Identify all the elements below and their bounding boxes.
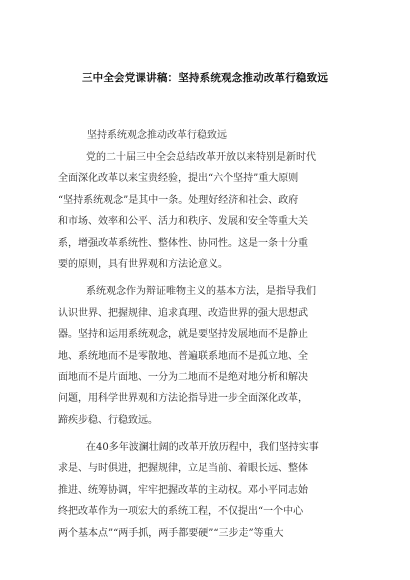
paragraph-1 bbox=[58, 147, 358, 275]
paragraph-line: 求是、与时俱进，把握规律，立足当前、着眼长远、整体 bbox=[58, 463, 308, 475]
paragraph-2 bbox=[58, 281, 358, 431]
paragraph-3 bbox=[58, 437, 358, 544]
section-subheading: 坚持系统观念推动改革行稳致远 bbox=[87, 130, 227, 141]
paragraph-line: 在40多年波澜壮阔的改革开放历程中，我们坚持实事 bbox=[86, 442, 319, 454]
paragraph-line: 系统观念作为辩证唯物主义的基本方法，是指导我们 bbox=[86, 286, 316, 298]
paragraph-line: 认识世界、把握规律、追求真理、改造世界的强大思想武 bbox=[58, 307, 308, 319]
document-title: 三中全会党课讲稿：坚持系统观念推动改革行稳致远 bbox=[81, 72, 329, 84]
paragraph-line: 地、系统地而不是零散地、普遍联系地而不是孤立地、全 bbox=[58, 350, 308, 362]
paragraph-line: 党的二十届三中全会总结改革开放以来特别是新时代 bbox=[86, 152, 316, 163]
paragraph-line: 全面深化改革以来宝贵经验，提出“六个坚持”重大原则 bbox=[58, 173, 299, 185]
paragraph-line: 要的原则，具有世界观和方法论意义。 bbox=[58, 258, 228, 270]
paragraph-line: 面地而不是片面地、一分为二地而不是绝对地分析和解决 bbox=[58, 371, 308, 383]
paragraph-line: 系，增强改革系统性、整体性、协同性。这是一条十分重 bbox=[58, 237, 308, 249]
paragraph-line: 终把改革作为一项宏大的系统工程，不仅提出“一个中心 bbox=[58, 506, 304, 518]
paragraph-line: 器。坚持和运用系统观念，就是要坚持发展地而不是静止 bbox=[58, 329, 308, 341]
paragraph-line: 推进、统筹协调，牢牢把握改革的主动权。邓小平同志始 bbox=[58, 484, 308, 496]
paragraph-line: “坚持系统观念”是其中一条。处理好经济和社会、政府 bbox=[58, 194, 299, 206]
document-body bbox=[58, 147, 358, 544]
paragraph-line: 两个基本点”“两手抓，两手都要硬”“三步走”等重大 bbox=[58, 527, 284, 539]
paragraph-line: 蹄疾步稳、行稳致远。 bbox=[58, 414, 158, 426]
paragraph-line: 和市场、效率和公平、活力和秩序、发展和安全等重大关 bbox=[58, 216, 308, 228]
paragraph-line: 问题，用科学世界观和方法论指导进一步全面深化改革， bbox=[58, 393, 308, 405]
